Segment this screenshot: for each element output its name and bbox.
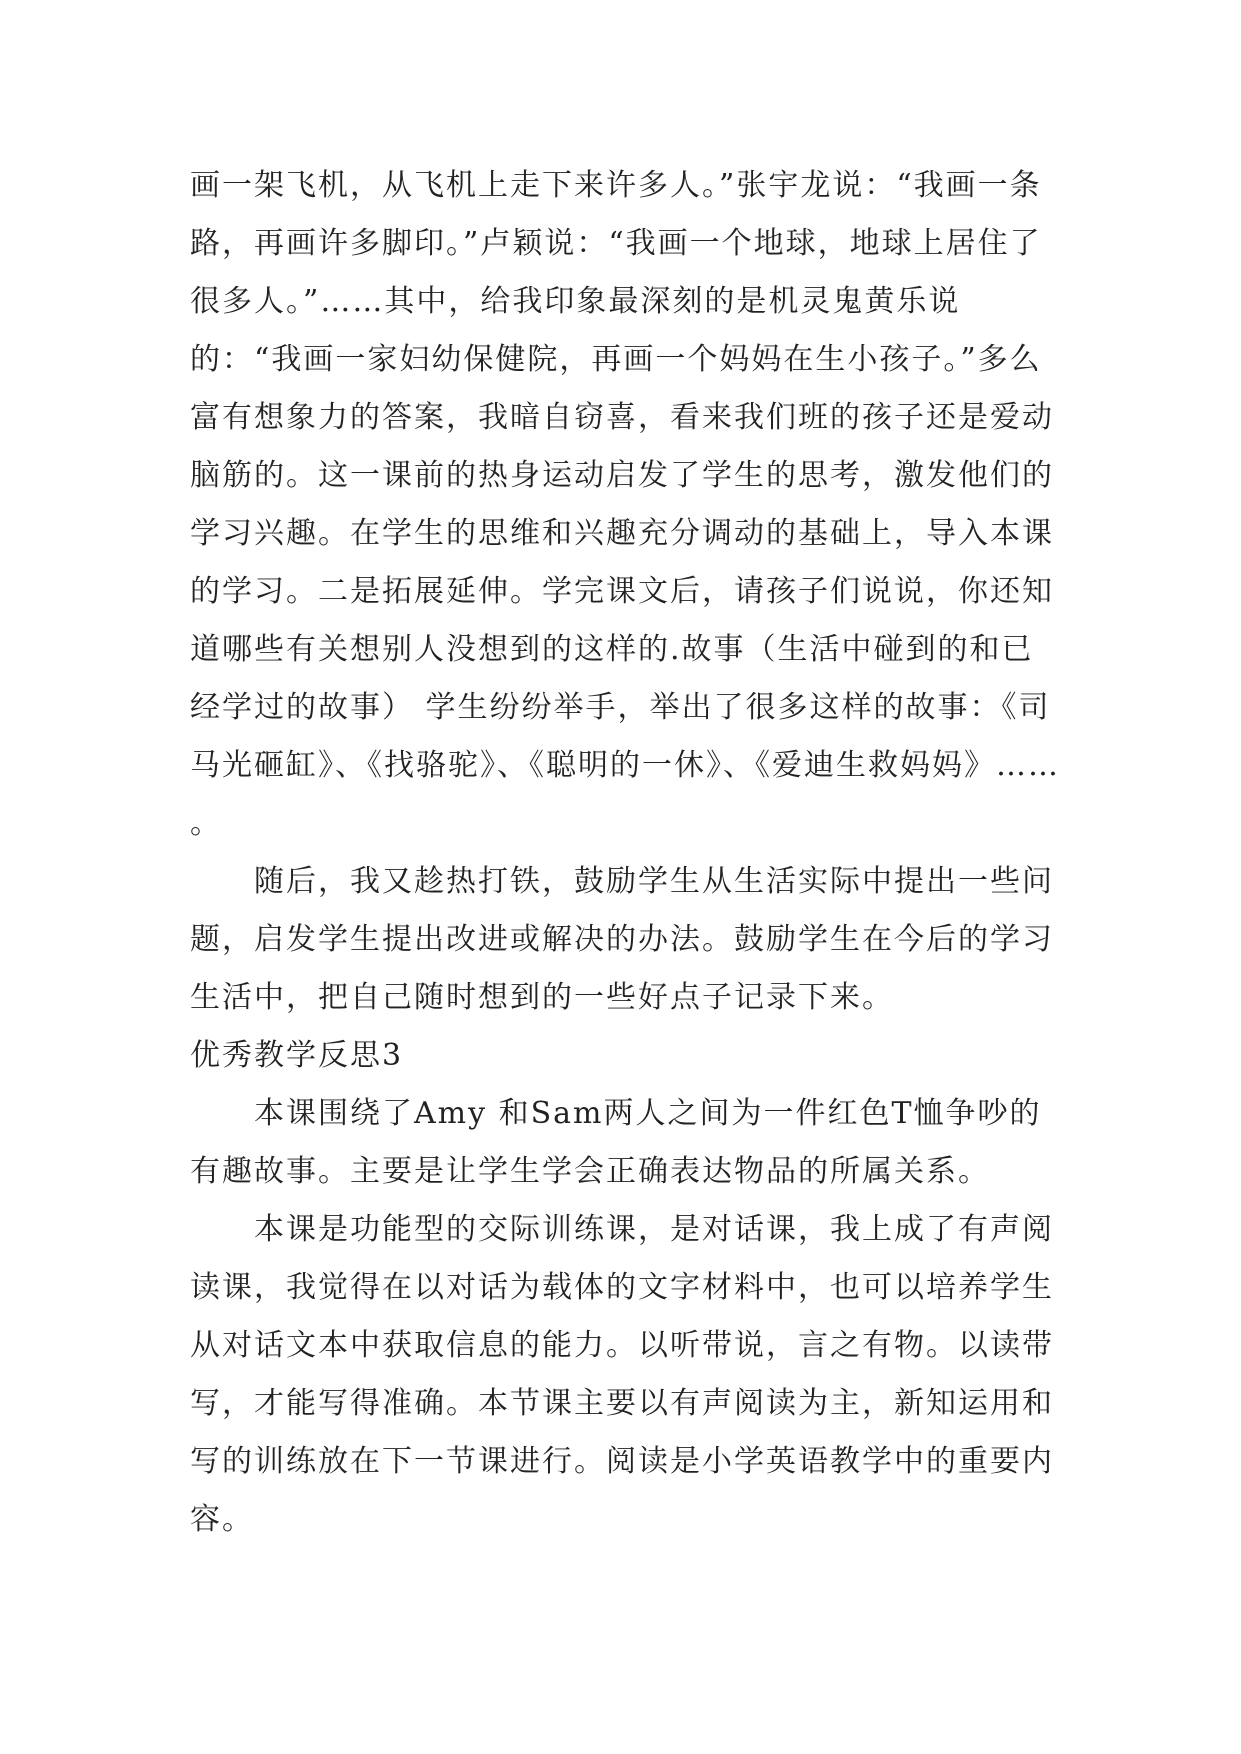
- section-title: 优秀教学反思3: [190, 1038, 404, 1073]
- paragraph-followup: 随后，我又趁热打铁，鼓励学生从生活实际中提出一些问题，启发学生提出改进或解决的办法。鼓励学生在今后的学习生活中，把自己随时想到的一些好点子记录下来。: [190, 864, 1054, 1015]
- paragraph-continued: 画一架飞机，从飞机上走下来许多人。”张宇龙说：“我画一条路，再画许多脚印。”卢颖说：“我画一个地球，地球上居住了很多人。”……其中，给我印象最深刻的是机灵鬼黄乐说的：“我画一家妇幼保健院，再画一个妈妈在生小孩子。”多么富有想象力的答案，我暗自窃喜，看来我们班的孩子还是爱动脑筋的。这一课前的热身运动启发了学生的思考，激发他们的学习兴趣。在学生的思维和兴趣充分调动的基础上，导入本课的学习。二是拓展延伸。学完课文后，请孩子们说说，你还知道哪些有关想别人没想到的这样的.故事（生活中碰到的和已经学过的故事） 学生纷纷举手，举出了很多这样的故事：《司马光砸缸》、《找骆驼》、《聪明的一休》、《爱迪生救妈妈》…… 。: [190, 168, 1060, 841]
- document-body: [190, 157, 1060, 1549]
- paragraph-lesson-summary: 本课围绕了Amy 和Sam两人之间为一件红色T恤争吵的有趣故事。主要是让学生学会正确表达物品的所属关系。: [190, 1096, 1042, 1189]
- paragraph-lesson-reflection: 本课是功能型的交际训练课，是对话课，我上成了有声阅读课，我觉得在以对话为载体的文字材料中，也可以培养学生从对话文本中获取信息的能力。以听带说，言之有物。以读带写，才能写得准确。本节课主要以有声阅读为主，新知运用和写的训练放在下一节课进行。阅读是小学英语教学中的重要内容。: [190, 1212, 1054, 1537]
